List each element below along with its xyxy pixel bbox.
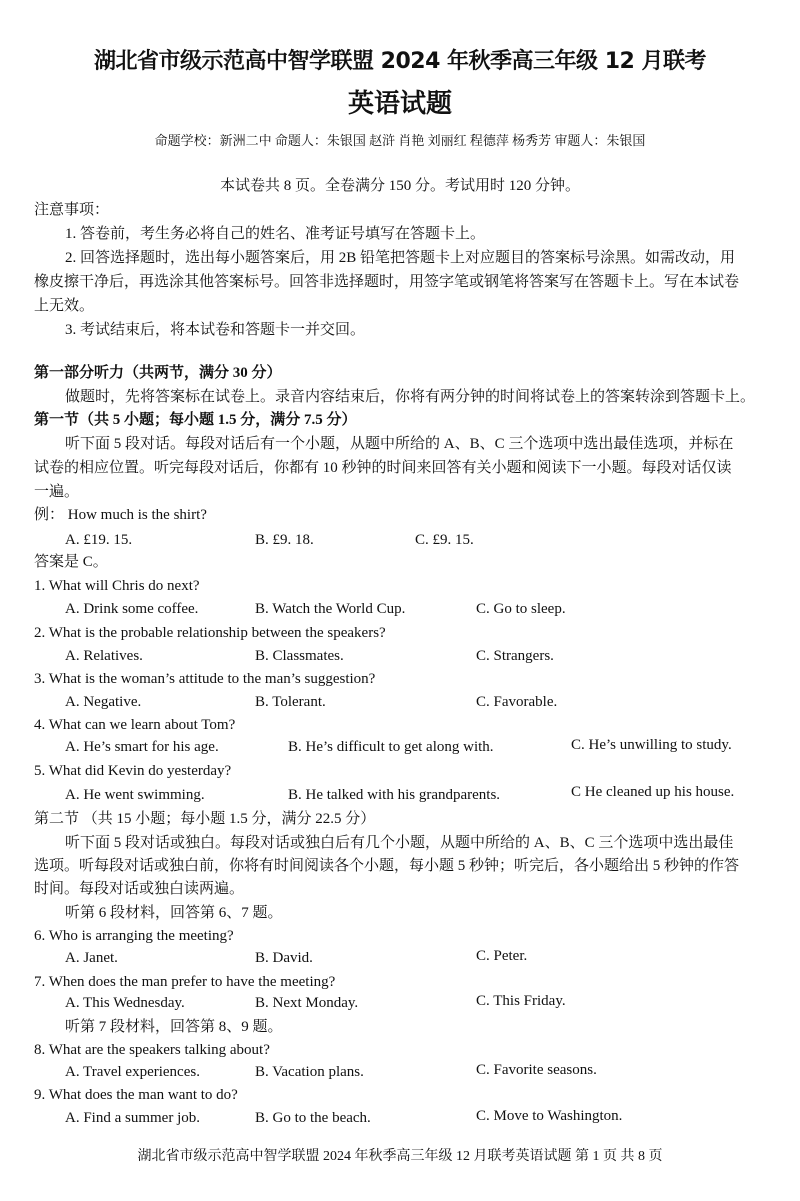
q9-option-b: B. Go to the beach.	[255, 1110, 371, 1126]
q1-option-b: B. Watch the World Cup.	[255, 601, 406, 617]
q4-option-b: B. He’s difficult to get along with.	[288, 739, 494, 755]
section1-instr: 听下面 5 段对话。每段对话后有一个小题，从题中所给的 A、B、C 三个选项中选出最佳选项，并标在	[65, 436, 734, 452]
exam-title: 湖北省市级示范高中智学联盟 2024 年秋季高三年级 12 月联考	[94, 49, 706, 74]
note-1: 1. 答卷前，考生务必将自己的姓名、准考证号填写在答题卡上。	[65, 226, 486, 242]
q7-option-b: B. Next Monday.	[255, 995, 359, 1011]
subject-title: 英语试题	[347, 89, 452, 119]
q6-option-b: B. David.	[255, 950, 313, 966]
section1-heading: 第一节（共 5 小题；每小题 1.5 分，满分 7.5 分）	[34, 412, 357, 428]
question-2: 2. What is the probable relationship between the speakers?	[34, 625, 386, 641]
example-question: 例： How much is the shirt?	[34, 507, 207, 523]
section2-instr: 听下面 5 段对话或独白。每段对话或独白后有几个小题，从题中所给的 A、B、C 三个选项中选出最佳	[65, 835, 734, 851]
q6-option-a: A. Janet.	[65, 950, 118, 966]
q3-option-a: A. Negative.	[65, 694, 142, 710]
section2-instr-3: 时间。每段对话或独白读两遍。	[34, 881, 245, 897]
q7-option-c: C. This Friday.	[476, 993, 566, 1009]
q7-option-a: A. This Wednesday.	[65, 995, 185, 1011]
q2-option-b: B. Classmates.	[255, 648, 344, 664]
section1-instr-2: 试卷的相应位置。听完每段对话后，你都有 10 秒钟的时间来回答有关小题和阅读下一小题。每段对话仅读	[34, 460, 732, 476]
section2-heading: 第二节 （共 15 小题；每小题 1.5 分，满分 22.5 分）	[34, 811, 376, 827]
q5-option-a: A. He went swimming.	[65, 787, 205, 803]
exam-info: 本试卷共 8 页。全卷满分 150 分。考试用时 120 分钟。	[219, 178, 580, 194]
note-2-cont: 橡皮擦干净后，再选涂其他答案标号。回答非选择题时，用签字笔或钢笔将答案写在答题卡上。写在本试卷	[34, 274, 740, 290]
authors-line: 命题学校：新洲二中 命题人：朱银国 赵浒 肖艳 刘丽红 程德萍 杨秀芳 审题人：朱银国	[154, 133, 646, 148]
question-8: 8. What are the speakers talking about?	[34, 1042, 270, 1058]
q9-option-a: A. Find a summer job.	[65, 1110, 200, 1126]
question-5: 5. What did Kevin do yesterday?	[34, 763, 232, 779]
q8-option-c: C. Favorite seasons.	[476, 1062, 597, 1078]
question-6: 6. Who is arranging the meeting?	[34, 928, 234, 944]
question-1: 1. What will Chris do next?	[34, 578, 200, 594]
q6-option-c: C. Peter.	[476, 948, 528, 964]
q9-option-c: C. Move to Washington.	[476, 1108, 623, 1124]
question-4: 4. What can we learn about Tom?	[34, 717, 236, 733]
q8-option-b: B. Vacation plans.	[255, 1064, 364, 1080]
q2-option-c: C. Strangers.	[476, 648, 554, 664]
q4-option-a: A. He’s smart for his age.	[65, 739, 219, 755]
material-7-label: 听第 7 段材料，回答第 8、9 题。	[65, 1019, 283, 1035]
q4-option-c: C. He’s unwilling to study.	[571, 737, 732, 753]
note-3: 3. 考试结束后，将本试卷和答题卡一并交回。	[65, 322, 366, 338]
example-answer: 答案是 C。	[34, 554, 108, 570]
page-footer: 湖北省市级示范高中智学联盟 2024 年秋季高三年级 12 月联考英语试题 第 1 页 共 8 页	[137, 1149, 663, 1164]
example-option-b: B. £9. 18.	[255, 532, 314, 548]
question-9: 9. What does the man want to do?	[34, 1087, 238, 1103]
q1-option-a: A. Drink some coffee.	[65, 601, 199, 617]
note-2: 2. 回答选择题时，选出每小题答案后，用 2B 铅笔把答题卡上对应题目的答案标号涂黑。如需改动，用	[65, 250, 736, 266]
section2-instr-2: 选项。听每段对话或独白前，你将有时间阅读各个小题，每小题 5 秒钟；听完后，各小题给出 5 秒钟的作答	[34, 858, 740, 874]
material-6-label: 听第 6 段材料，回答第 6、7 题。	[65, 905, 283, 921]
q2-option-a: A. Relatives.	[65, 648, 143, 664]
example-option-c: C. £9. 15.	[415, 532, 474, 548]
q5-option-c: C He cleaned up his house.	[571, 784, 735, 800]
note-2-end: 上无效。	[34, 298, 95, 314]
q5-option-b: B. He talked with his grandparents.	[288, 787, 501, 803]
section1-instr-3: 一遍。	[34, 484, 80, 500]
q8-option-a: A. Travel experiences.	[65, 1064, 200, 1080]
question-3: 3. What is the woman’s attitude to the man’s suggestion?	[34, 671, 376, 687]
q3-option-b: B. Tolerant.	[255, 694, 326, 710]
part1-heading: 第一部分听力（共两节，满分 30 分）	[34, 365, 282, 381]
q1-option-c: C. Go to sleep.	[476, 601, 566, 617]
q3-option-c: C. Favorable.	[476, 694, 558, 710]
notes-heading: 注意事项：	[34, 202, 110, 218]
example-option-a: A. £19. 15.	[65, 532, 133, 548]
part1-instructions: 做题时，先将答案标在试卷上。录音内容结束后，你将有两分钟的时间将试卷上的答案转涂到答题卡上。	[65, 389, 756, 405]
question-7: 7. When does the man prefer to have the meeting?	[34, 974, 336, 990]
